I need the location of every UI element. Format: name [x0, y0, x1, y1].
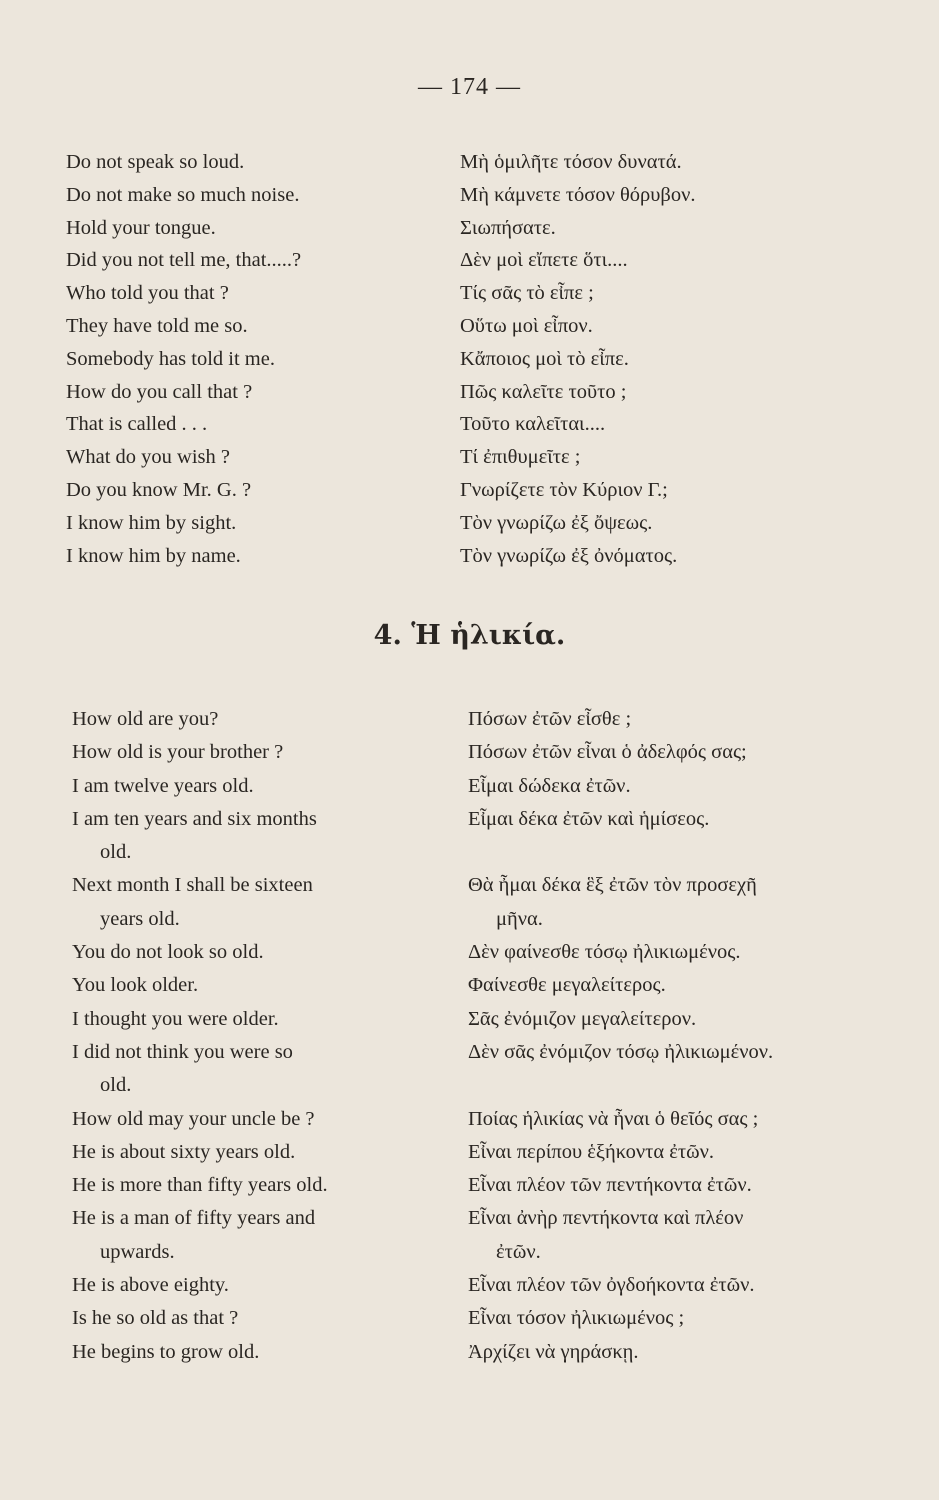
phrase-row	[0, 803, 939, 836]
greek-phrase: Θὰ ἦμαι δέκα ἓξ ἐτῶν τὸν προσεχῆ	[468, 874, 757, 897]
greek-phrase: Πῶς καλεῖτε τοῦτο ;	[460, 380, 627, 403]
english-phrase: He begins to grow old.	[72, 1340, 260, 1363]
phrase-row	[0, 869, 939, 902]
greek-phrase: Εἶμαι δέκα ἐτῶν καὶ ἡμίσεος.	[468, 807, 710, 830]
phrase-row	[0, 1202, 939, 1235]
english-phrase: I thought you were older.	[72, 1007, 279, 1030]
greek-phrase: Πόσων ἐτῶν εἶναι ὁ ἀδελφός σας;	[468, 741, 747, 764]
phrase-row	[0, 1136, 939, 1169]
phrase-row	[0, 936, 939, 969]
greek-phrase: Τί ἐπιθυμεῖτε ;	[460, 446, 581, 469]
phrase-row	[0, 903, 939, 936]
phrase-row	[0, 1236, 939, 1269]
page-number: — 174 —	[418, 74, 521, 100]
greek-phrase: Κἄποιος μοὶ τὸ εἶπε.	[460, 347, 629, 370]
greek-phrase: Φαίνεσθε μεγαλείτερος.	[468, 974, 666, 997]
greek-phrase: Οὕτω μοὶ εἶπον.	[460, 314, 593, 337]
greek-phrase: Τίς σᾶς τὸ εἶπε ;	[460, 282, 594, 305]
english-phrase: He is above eighty.	[72, 1274, 229, 1297]
english-phrase: Did you not tell me, that.....?	[66, 249, 302, 272]
greek-phrase: μῆνα.	[496, 907, 543, 930]
english-phrase: Who told you that ?	[66, 282, 229, 305]
greek-phrase: Ποίας ἡλικίας νὰ ἦναι ὁ θεῖός σας ;	[468, 1107, 759, 1130]
phrase-row	[0, 1069, 939, 1102]
english-phrase: Next month I shall be sixteen	[72, 874, 313, 897]
phrase-row	[0, 408, 939, 441]
greek-phrase: Τὸν γνωρίζω ἐξ ὀνόματος.	[460, 544, 678, 567]
english-phrase: I know him by sight.	[66, 511, 237, 534]
greek-phrase: Εἶναι ἀνὴρ πεντήκοντα καὶ πλέον	[468, 1207, 744, 1230]
greek-phrase: Εἶναι περίπου ἑξήκοντα ἐτῶν.	[468, 1140, 714, 1163]
phrase-row	[0, 703, 939, 736]
greek-phrase: Εἶναι τόσον ἠλικιωμένος ;	[468, 1307, 685, 1330]
greek-phrase: Σᾶς ἐνόμιζον μεγαλείτερον.	[468, 1007, 697, 1030]
phrase-row	[0, 212, 939, 245]
english-phrase: I did not think you were so	[72, 1040, 293, 1063]
english-phrase: How old are you?	[72, 708, 219, 730]
greek-phrase: Μὴ κάμνετε τόσον θόρυβον.	[460, 183, 696, 206]
greek-phrase: Σιωπήσατε.	[460, 216, 556, 239]
phrase-row	[0, 310, 939, 343]
phrase-row	[0, 146, 939, 179]
english-phrase: I am ten years and six months	[72, 807, 317, 830]
english-phrase: You do not look so old.	[72, 941, 264, 964]
greek-phrase: Πόσων ἐτῶν εἶσθε ;	[468, 708, 632, 730]
phrase-list-2	[0, 703, 939, 1369]
english-phrase: years old.	[100, 907, 180, 930]
english-phrase: Hold your tongue.	[66, 216, 216, 239]
phrase-row	[0, 474, 939, 507]
english-phrase: He is more than fifty years old.	[72, 1174, 328, 1197]
greek-phrase: Εἶναι πλέον τῶν πεντήκοντα ἐτῶν.	[468, 1174, 752, 1197]
phrase-row	[0, 1336, 939, 1369]
english-phrase: You look older.	[72, 974, 199, 997]
phrase-row	[0, 179, 939, 212]
greek-phrase: Μὴ ὁμιλῆτε τόσον δυνατά.	[460, 151, 682, 173]
phrase-list-1	[0, 146, 939, 572]
phrase-row	[0, 969, 939, 1002]
english-phrase: How old may your uncle be ?	[72, 1107, 315, 1130]
greek-phrase: Ἀρχίζει νὰ γηράσκῃ.	[468, 1340, 639, 1363]
english-phrase: Do not make so much noise.	[66, 183, 300, 206]
phrase-row	[0, 1003, 939, 1036]
english-phrase: He is about sixty years old.	[72, 1140, 296, 1163]
english-phrase: That is called . . .	[66, 413, 208, 436]
phrase-row	[0, 540, 939, 573]
phrase-row	[0, 343, 939, 376]
phrase-row	[0, 277, 939, 310]
greek-phrase: ἐτῶν.	[496, 1240, 541, 1263]
english-phrase: They have told me so.	[66, 314, 248, 337]
phrase-row	[0, 770, 939, 803]
greek-phrase: Εἶμαι δώδεκα ἐτῶν.	[468, 774, 631, 797]
phrase-row	[0, 736, 939, 769]
phrase-row	[0, 376, 939, 409]
english-phrase: He is a man of fifty years and	[72, 1207, 316, 1230]
greek-phrase: Εἶναι πλέον τῶν ὀγδοήκοντα ἐτῶν.	[468, 1274, 755, 1297]
english-phrase: upwards.	[100, 1240, 175, 1263]
phrase-row	[0, 1169, 939, 1202]
greek-phrase: Δὲν μοὶ εἴπετε ὅτι....	[460, 249, 628, 272]
greek-phrase: Τὸν γνωρίζω ἐξ ὄψεως.	[460, 511, 653, 534]
phrase-row	[0, 1103, 939, 1136]
english-phrase: What do you wish ?	[66, 446, 230, 469]
phrase-row	[0, 244, 939, 277]
english-phrase: old.	[100, 841, 132, 864]
phrase-row	[0, 507, 939, 540]
greek-phrase: Δὲν σᾶς ἐνόμιζον τόσῳ ἠλικιωμένον.	[468, 1040, 774, 1063]
english-phrase: How old is your brother ?	[72, 741, 284, 764]
english-phrase: How do you call that ?	[66, 380, 253, 403]
english-phrase: Somebody has told it me.	[66, 347, 275, 370]
phrase-row	[0, 1269, 939, 1302]
greek-phrase: Γνωρίζετε τὸν Κύριον Γ.;	[460, 478, 668, 501]
english-phrase: Is he so old as that ?	[72, 1307, 239, 1330]
english-phrase: I am twelve years old.	[72, 774, 254, 797]
section-heading: 4. Ἡ ἡλικία.	[373, 620, 566, 651]
phrase-row	[0, 1036, 939, 1069]
phrase-row	[0, 1302, 939, 1335]
english-phrase: Do not speak so loud.	[66, 151, 245, 173]
phrase-row	[0, 836, 939, 869]
greek-phrase: Δὲν φαίνεσθε τόσῳ ἠλικιωμένος.	[468, 941, 741, 964]
english-phrase: Do you know Mr. G. ?	[66, 478, 252, 501]
greek-phrase: Τοῦτο καλεῖται....	[460, 413, 606, 436]
english-phrase: old.	[100, 1074, 132, 1097]
phrase-row	[0, 441, 939, 474]
english-phrase: I know him by name.	[66, 544, 241, 567]
